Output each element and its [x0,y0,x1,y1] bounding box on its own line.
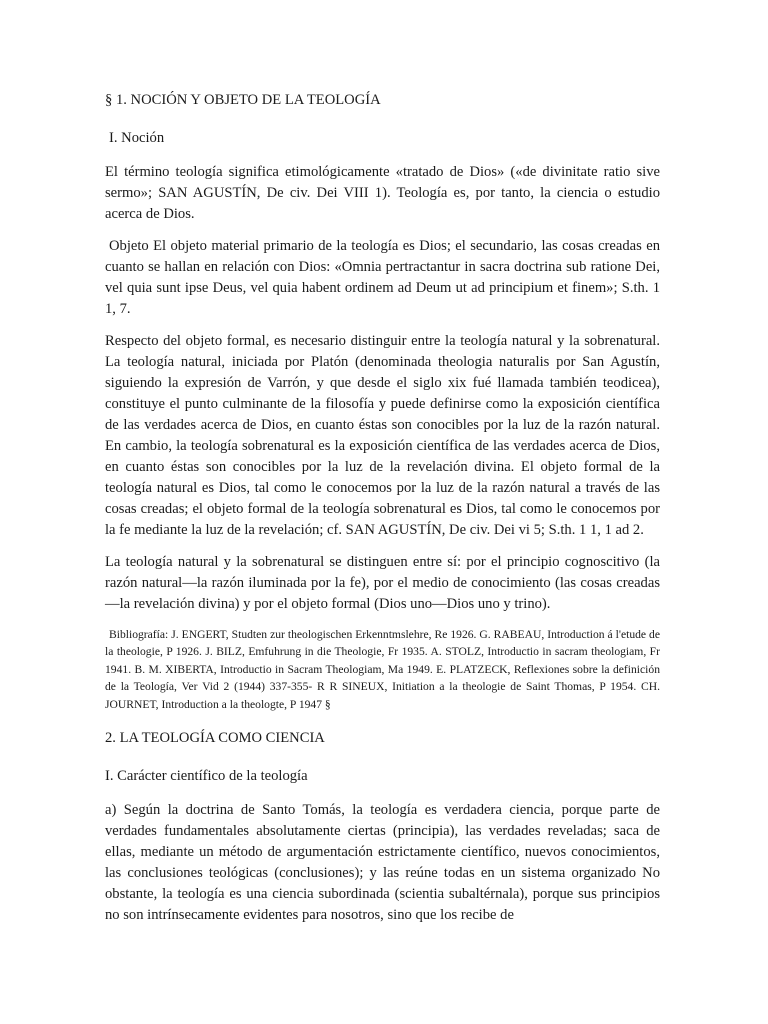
paragraph-distinction: La teología natural y la sobrenatural se distinguen entre sí: por el principio cognoscitivo (la razón natural—la razón iluminada por la fe), por el medio de conocimiento (las cosas creadas—la revelación divina) y por el objeto formal (Dios uno—Dios uno y trino). [105,554,660,612]
bibliography: Bibliografía: J. ENGERT, Studten zur theologischen Erkenntmslehre, Re 1926. G. RABEAU, Introduction á l'etude de la theologie, P 1926. J. BILZ, Emfuhrung in die Theologie, Fr 1935. A. STOLZ, Introductio in sacram theologiam, Fr 1941. B. M. XIBERTA, Introductio in Sacram Theologiam, Ma 1949. E. PLATZECK, Reflexiones sobre la definición de la Teología, Ver Vid 2 (1944) 337-355- R R SINEUX, Initiation a la theologie de Saint Thomas, P 1954. CH. JOURNET, Introduction a la theologte, P 1947 § [105,628,660,711]
paragraph-scientific-character: a) Según la doctrina de Santo Tomás, la teología es verdadera ciencia, porque parte de verdades fundamentales absolutamente ciertas (principia), las verdades reveladas; saca de ellas, mediante un método de argumentación estrictamente científico, nuevos conocimientos, las conclusiones teológicas (conclusiones); y las reúne todas en un sistema organizado No obstante, la teología es una ciencia subordinada (scientia subaltérnala), porque sus principios no son intrínsecamente evidentes para nosotros, sino que los recibe de [105,802,660,924]
section-1-title: § 1. NOCIÓN Y OBJETO DE LA TEOLOGÍA [105,92,381,108]
paragraph-object: Objeto El objeto material primario de la teología es Dios; el secundario, las cosas creadas en cuanto se hallan en relación con Dios: «Omnia pertractantur in sacra doctrina sub ratione Dei, vel quia sunt ipse Deus, vel quia habent ordinem ad Deum ut ad principium et finem»; S.th. 1 1, 7. [105,238,660,317]
document-body [105,90,660,937]
paragraph-formal-object: Respecto del objeto formal, es necesario distinguir entre la teología natural y la sobrenatural. La teología natural, iniciada por Platón (denominada theologia naturalis por San Agustín, siguiendo la expresión de Varrón, y que desde el siglo xix fué llamada también teodicea), constituye el punto culminante de la filosofía y puede definirse como la exposición científica de las verdades acerca de Dios, en cuanto éstas son conocibles por la luz de la razón natural. En cambio, la teología sobrenatural es la exposición científica de las verdades acerca de Dios, en cuanto éstas son conocibles por la luz de la revelación divina. El objeto formal de la teología natural es Dios, tal como le conocemos por la luz de la razón natural a través de las cosas creadas; el objeto formal de la teología sobrenatural es Dios, tal como le conocemos por la fe mediante la luz de la revelación; cf. SAN AGUSTÍN, De civ. Dei vi 5; S.th. 1 1, 1 ad 2. [105,333,660,538]
section-2-title: 2. LA TEOLOGÍA COMO CIENCIA [105,730,325,747]
paragraph-etymology: El término teología significa etimológicamente «tratado de Dios» («de divinitate ratio sive sermo»; SAN AGUSTÍN, De civ. Dei VIII 1). Teología es, por tanto, la ciencia o estudio acerca de Dios. [105,164,660,222]
section-1-subheading: I. Noción [109,130,165,146]
section-2-subheading: I. Carácter científico de la teología [105,768,308,785]
